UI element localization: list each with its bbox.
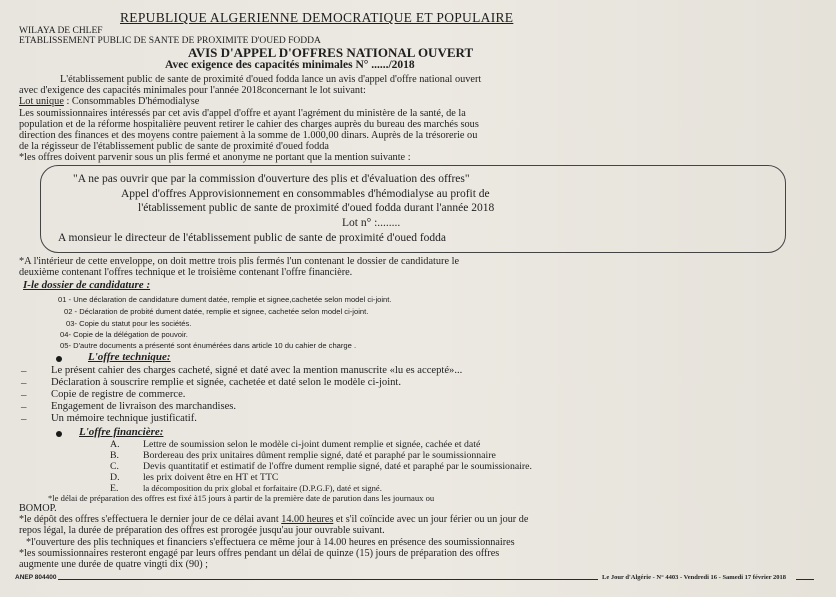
avis-title: AVIS D'APPEL D'OFFRES NATIONAL OUVERT <box>188 45 474 60</box>
financiere-letter: D. <box>110 472 120 483</box>
bomop-line: BOMOP. <box>19 503 57 514</box>
intro-line-2: avec d'exigence des capacités minimales pour l'année 2018concernant le lot suivant: <box>19 85 366 96</box>
dossier-item: 03- Copie du statut pour les sociétés. <box>66 319 192 328</box>
wilaya-line: WILAYA DE CHLEF <box>19 26 103 36</box>
depot-time: 14.00 heures <box>281 514 334 525</box>
bottom-rule <box>58 579 598 580</box>
financiere-item: Devis quantitatif et estimatif de l'offre dument remplie signé, daté et paraphé par le soumissionaire. <box>143 461 532 472</box>
financiere-item: Bordereau des prix unitaires dûment remplie signé, daté et paraphé par le soumissionnaire <box>143 450 496 461</box>
engage-line-1: *les soumissionnaires resteront engagé par leurs offres pendant un délai de quinze (15) jours de préparation des offres <box>19 548 500 559</box>
paragraph-line-2: population et de la réforme hospitalière peuvent retirer le cahier des charges auprès du bureau des marchés sous <box>19 119 479 130</box>
delai-line: *le délai de préparation des offres est fixé à15 jours à partir de la première date de parution dans les journaux ou <box>48 493 435 503</box>
bullet-icon <box>56 431 62 437</box>
dash-icon: – <box>21 413 27 425</box>
intro-line-1: L'établissement public de sante de proximité d'oued fodda lance un avis d'appel d'offre national ouvert <box>60 74 482 85</box>
depot-line-1 <box>19 515 528 525</box>
anep-reference: ANEP 804400 <box>15 574 57 581</box>
dash-icon: – <box>21 377 27 389</box>
dossier-title: I-le dossier de candidature : <box>23 279 151 291</box>
technique-title: L'offre technique: <box>88 351 171 363</box>
ouverture-line: *l'ouverture des plis techniques et financiers s'effectuera ce même jour à 14.00 heures en présence des soumissionnaires <box>26 537 515 548</box>
financiere-item: la décomposition du prix global et forfaitaire (D.P.G.F), daté et signé. <box>143 483 382 493</box>
financiere-letter: E. <box>110 483 119 494</box>
dossier-item: 05- D'autre documents a présenté sont énumérées dans article 10 du cahier de charge . <box>60 341 357 350</box>
bullet-icon <box>56 356 62 362</box>
lot-value: : Consommables D'hémodialyse <box>66 96 200 107</box>
technique-item: Déclaration à souscrire remplie et signée, cachetée et daté selon le modèle ci-joint. <box>51 377 402 388</box>
financiere-letter: B. <box>110 450 119 461</box>
financiere-letter: C. <box>110 461 119 472</box>
interior-line-1: *A l'intérieur de cette enveloppe, on doit mettre trois plis fermés l'un contenant le dossier de candidature le <box>19 256 460 267</box>
paragraph-line-4: de la régisseur de l'établissement public de sante de proximité d'oued fodda <box>19 141 329 152</box>
paragraph-line-5: *les offres doivent parvenir sous un plis fermé et anonyme ne portant que la mention suivante : <box>19 152 411 163</box>
technique-item: Copie de registre de commerce. <box>51 389 186 400</box>
dash-icon: – <box>21 365 27 377</box>
bottom-rule-end <box>796 579 814 580</box>
depot-line-2: repos légal, la durée de préparation des offres est prorogée jusqu'au jour ouvrable suivant. <box>19 525 385 536</box>
journal-footer: Le Jour d'Algérie - N° 4403 - Vendredi 16 - Samedi 17 février 2018 <box>602 574 787 581</box>
paragraph-line-3: direction des finances et des moyens contre paiement à la somme de 1.000,00 dinars. Auprès de la trésorerie ou <box>19 130 478 141</box>
interior-line-2: deuxième contenant l'offres technique et le troisième contenant l'offre financière. <box>19 267 353 278</box>
engage-line-2: augmente une durée de quatre vingti dix (90) ; <box>19 559 208 570</box>
depot-text-a: *le dépôt des offres s'effectuera le dernier jour de ce délai avant <box>19 514 282 525</box>
envelope-line-3: l'établissement public de sante de proximité d'oued fodda durant l'année 2018 <box>138 202 495 214</box>
paragraph-line-1: Les soumissionnaires intéressés par cet avis d'appel d'offre et ayant l'agrément du ministère de la santé, de la <box>19 108 466 119</box>
etablissement-line: ETABLISSEMENT PUBLIC DE SANTE DE PROXIMITE D'OUED FODDA <box>19 36 321 46</box>
republique-heading: REPUBLIQUE ALGERIENNE DEMOCRATIQUE ET POPULAIRE <box>120 10 514 25</box>
envelope-line-1: "A ne pas ouvrir que par la commission d'ouverture des plis et d'évaluation des offres" <box>73 173 470 185</box>
envelope-line-4: Lot n° :........ <box>342 217 401 229</box>
envelope-line-2: Appel d'offres Approvisionnement en consommables d'hémodialyse au profit de <box>121 188 490 200</box>
technique-item: Un mémoire technique justificatif. <box>51 413 197 424</box>
financiere-item: les prix doivent être en HT et TTC <box>143 472 279 483</box>
dash-icon: – <box>21 401 27 413</box>
dash-icon: – <box>21 389 27 401</box>
technique-item: Le présent cahier des charges cacheté, signé et daté avec la mention manuscrite «lu es accepté»... <box>51 365 463 376</box>
dossier-item: 04- Copie de la délégation de pouvoir. <box>60 330 188 339</box>
dossier-item: 02 - Déclaration de probité dument datée, remplie et signee, cachetée selon model ci-joint. <box>64 307 369 316</box>
dossier-item: 01 - Une déclaration de candidature dument datée, remplie et signee,cachetée selon model ci-joint. <box>58 295 392 304</box>
financiere-letter: A. <box>110 439 120 450</box>
exigence-subtitle: Avec exigence des capacités minimales N° ....../2018 <box>165 59 415 71</box>
financiere-title: L'offre financière: <box>79 426 164 438</box>
depot-text-b: et s'il coïncide avec un jour férier ou un jour de <box>333 514 529 525</box>
technique-item: Engagement de livraison des marchandises. <box>51 401 237 412</box>
lot-line <box>19 97 199 107</box>
financiere-item: Lettre de soumission selon le modèle ci-joint dument remplie et signée, cachée et daté <box>143 439 481 450</box>
envelope-line-5: A monsieur le directeur de l'établissement public de sante de proximité d'oued fodda <box>58 232 447 244</box>
lot-label: Lot unique <box>19 96 64 107</box>
